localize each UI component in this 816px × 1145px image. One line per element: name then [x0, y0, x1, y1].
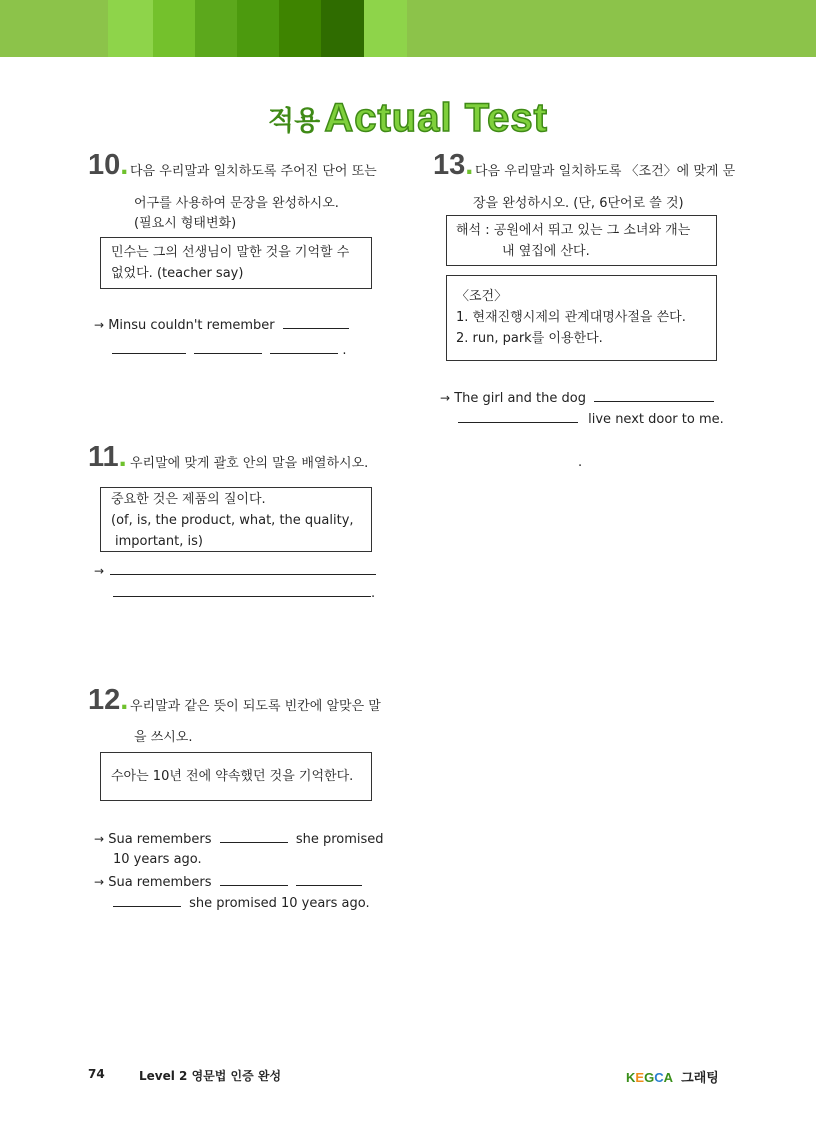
q13-box1-line2: 내 옆집에 산다. [502, 244, 590, 259]
period: . [371, 586, 376, 601]
band-segment [321, 0, 364, 57]
question-number-12: 12. [88, 684, 129, 716]
question-number-11: 11. [88, 441, 127, 473]
q12-answer1-line1 [94, 828, 384, 850]
q10-box-line1: 민수는 그의 선생님이 말한 것을 기억할 수 [111, 245, 350, 260]
answer-blank[interactable] [113, 582, 371, 597]
answer-blank[interactable] [270, 339, 338, 354]
q12-a1-end: she promised [295, 832, 384, 847]
q13-answer-line1 [440, 387, 714, 409]
q13-box1-label: 해석 : [456, 223, 490, 238]
answer-blank[interactable] [110, 560, 376, 575]
q13-answer-end: live next door to me. [588, 412, 724, 427]
brand-logo [626, 1067, 719, 1086]
period: . [342, 343, 347, 358]
q10-instruction-line2: 어구를 사용하여 문장을 완성하시오. [134, 196, 339, 211]
band-segment [0, 0, 108, 57]
q12-a2-start: Sua remembers [108, 875, 212, 890]
q10-box-line2: 없었다. (teacher say) [111, 266, 244, 281]
answer-blank[interactable] [296, 871, 362, 886]
band-segment [237, 0, 279, 57]
page-number: 74 [88, 1067, 105, 1081]
q12-a2-end: she promised 10 years ago. [189, 896, 370, 911]
answer-blank[interactable] [220, 828, 288, 843]
brand-letter: G [644, 1070, 655, 1085]
q10-answer-line1 [94, 314, 349, 336]
q10-answer-text: Minsu couldn't remember [108, 318, 275, 333]
q10-answer-line2 [112, 339, 347, 361]
brand-letters [626, 1070, 673, 1085]
q13-instruction-line2: 장을 완성하시오. (단, 6단어로 쓸 것) [473, 196, 684, 211]
answer-blank[interactable] [458, 408, 578, 423]
arrow-icon: → [94, 832, 105, 846]
band-segment [108, 0, 153, 57]
q12-box-line1: 수아는 10년 전에 약속했던 것을 기억한다. [111, 769, 354, 784]
q13-conditions-box [446, 275, 717, 361]
brand-letter: A [663, 1070, 673, 1085]
q12-korean-box [100, 752, 372, 801]
answer-blank[interactable] [113, 892, 181, 907]
band-segment [153, 0, 195, 57]
q11-box-line1: 중요한 것은 제품의 질이다. [111, 492, 266, 507]
question-number-13: 13. [433, 149, 474, 181]
q12-a1-start: Sua remembers [108, 832, 212, 847]
arrow-icon: → [94, 564, 105, 578]
stray-mark: . [578, 455, 583, 470]
q12-answer2-line2 [113, 892, 370, 914]
arrow-icon: → [94, 875, 105, 889]
q10-instruction-line1: 다음 우리말과 일치하도록 주어진 단어 또는 [130, 164, 377, 179]
arrow-icon: → [94, 318, 105, 332]
q11-answer-line1 [94, 560, 376, 582]
q12-answer2-line1 [94, 871, 362, 893]
question-number-10: 10. [88, 149, 129, 181]
brand-name: 그래팅 [681, 1071, 719, 1086]
q11-box-line3: important, is) [115, 534, 203, 549]
brand-letter: C [654, 1070, 664, 1085]
q13-translation-box [446, 215, 717, 266]
q12-instruction-line1: 우리말과 같은 뜻이 되도록 빈칸에 알맞은 말 [130, 699, 381, 714]
brand-letter: E [635, 1070, 645, 1085]
q13-box2-line2: 2. run, park를 이용한다. [456, 331, 603, 346]
book-title: Level 2 영문법 인증 완성 [139, 1069, 282, 1083]
answer-blank[interactable] [594, 387, 714, 402]
q11-box-line2: (of, is, the product, what, the quality, [111, 513, 354, 528]
q13-box2-line1: 1. 현재진행시제의 관계대명사절을 쓴다. [456, 310, 686, 325]
band-segment [364, 0, 407, 57]
arrow-icon: → [440, 391, 451, 405]
q10-instruction-line3: (필요시 형태변화) [134, 216, 237, 231]
q11-instruction-line1: 우리말에 맞게 괄호 안의 말을 배열하시오. [130, 456, 369, 471]
band-segment [407, 0, 816, 57]
page-title [0, 96, 816, 141]
header-color-band [0, 0, 816, 57]
q13-box2-title: 〈조건〉 [456, 289, 508, 304]
title-english: Actual Test [324, 96, 548, 140]
q12-instruction-line2: 을 쓰시오. [134, 730, 193, 745]
q12-answer1-line2: 10 years ago. [113, 852, 202, 867]
q13-answer-line2 [458, 408, 724, 430]
q13-box1-line1: 공원에서 뛰고 있는 그 소녀와 개는 [493, 223, 691, 238]
q10-korean-box [100, 237, 372, 289]
answer-blank[interactable] [112, 339, 186, 354]
answer-blank[interactable] [283, 314, 349, 329]
q13-answer-start: The girl and the dog [454, 391, 586, 406]
answer-blank[interactable] [194, 339, 262, 354]
brand-letter: K [626, 1070, 636, 1085]
band-segment [279, 0, 321, 57]
title-korean: 적용 [268, 106, 321, 137]
q13-instruction-line1: 다음 우리말과 일치하도록 〈조건〉에 맞게 문 [475, 164, 736, 179]
band-segment [195, 0, 237, 57]
q11-answer-line2 [113, 582, 375, 604]
q11-korean-box [100, 487, 372, 552]
answer-blank[interactable] [220, 871, 288, 886]
